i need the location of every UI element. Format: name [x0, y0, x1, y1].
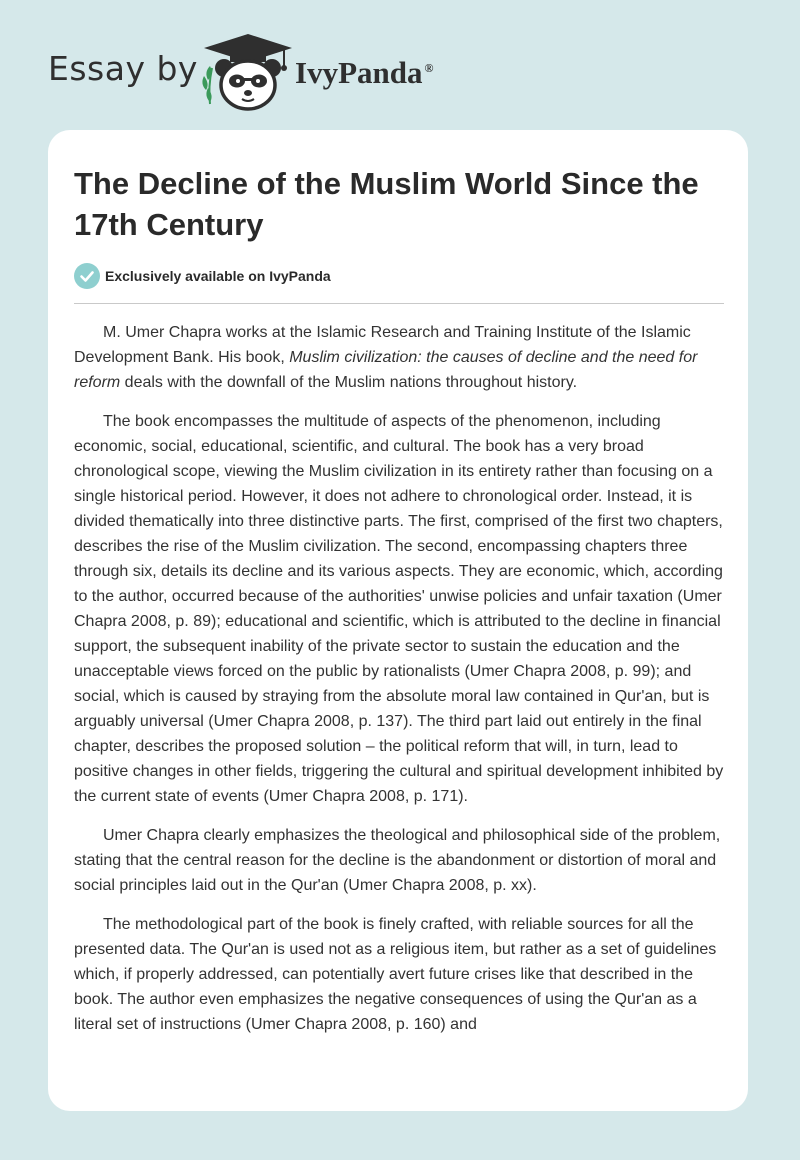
exclusive-badge	[74, 263, 331, 289]
paragraph: The book encompasses the multitude of aspects of the phenomenon, including economic, social, educational, scientific, and cultural. The book has a very broad chronological scope, viewing the Muslim civilization in its entirety rather than focusing on a single historical period. However, it does not adhere to chronological order. Instead, it is divided thematically into three distinctive parts. The first, comprised of the first two chapters, describes the rise of the Muslim civilization. The second, encompassing chapters three through six, details its decline and its various aspects. They are economic, which, according to the author, occurred because of the authorities' unwise policies and unfair taxation (Umer Chapra 2008, p. 89); educational and scientific, which is attributed to the decline in financial support, the subsequent inability of the private sector to sustain the education and the unacceptable views forced on the public by rationalists (Umer Chapra 2008, p. 99); and social, which is caused by straying from the absolute moral law contained in Qur'an, but is arguably universal (Umer Chapra 2008, p. 137). The third part laid out entirely in the final chapter, describes the proposed solution – the political reform that will, in turn, lead to positive changes in other fields, triggering the cultural and spiritual development inhibited by the current state of events (Umer Chapra 2008, p. 171).	[74, 413, 724, 805]
paragraph: Umer Chapra clearly emphasizes the theological and philosophical side of the problem, stating that the central reason for the decline is the abandonment or distortion of moral and social principles laid out in the Qur'an (Umer Chapra 2008, p. xx).	[74, 827, 721, 894]
divider	[74, 303, 724, 304]
essay-card	[48, 130, 748, 1111]
registered-mark: ®	[424, 60, 434, 75]
essay-by-label: Essay by	[48, 49, 198, 88]
book-title: Muslim civilization: the causes of decline and the need for reform	[74, 349, 698, 391]
page-title: The Decline of the Muslim World Since the 17th Century	[74, 166, 699, 242]
article-body	[74, 320, 726, 1051]
paragraph: The methodological part of the book is finely crafted, with reliable sources for all the presented data. The Qur'an is used not as a religious item, but rather as a set of guidelines which, if properly addressed, can potentially avert future crises like that described in the book. The author even emphasizes the negative consequences of using the Qur'an as a literal set of instructions (Umer Chapra 2008, p. 160) and	[74, 916, 717, 1033]
site-header	[48, 32, 548, 112]
check-circle-icon	[74, 263, 100, 289]
paragraph: M. Umer Chapra works at the Islamic Research and Training Institute of the Islamic Development Bank. His book, Muslim civilization: the causes of decline and the need for reform deals with the downfall of the Muslim nations throughout history.	[74, 324, 698, 391]
panda-logo-icon[interactable]	[200, 32, 295, 112]
badge-label: Exclusively available on IvyPanda	[105, 268, 331, 284]
brand-name[interactable]: IvyPanda ®	[295, 55, 434, 90]
